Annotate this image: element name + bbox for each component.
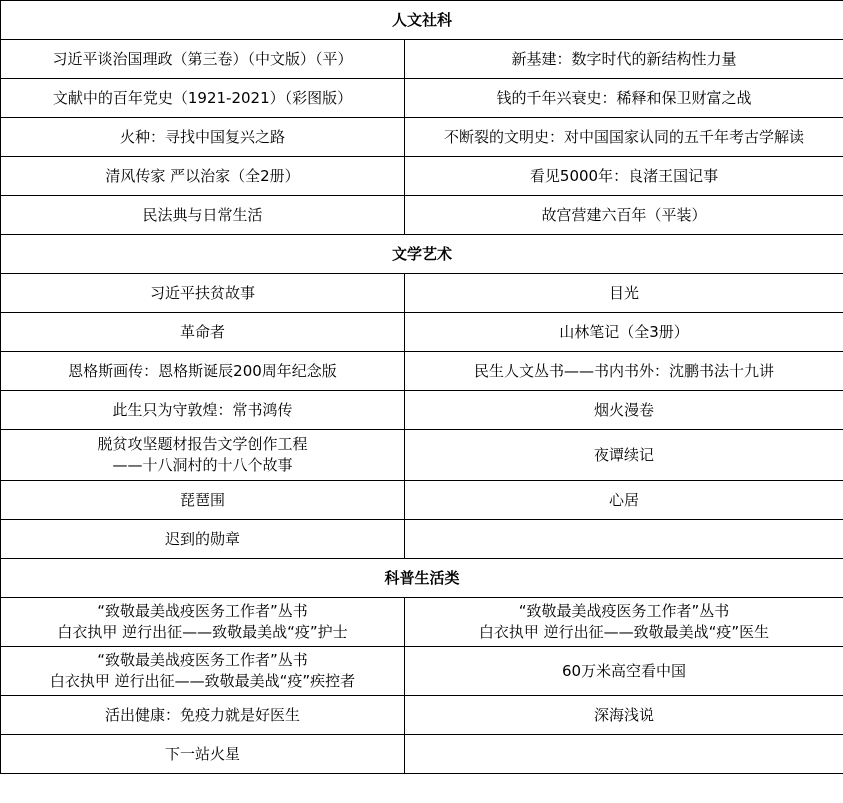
book-title: 活出健康：免疫力就是好医生 (104, 705, 300, 724)
book-title-line-2: 白衣执甲 逆行出征——致敬最美战“疫”医生 (478, 623, 770, 641)
book-title-line-1: 脱贫攻坚题材报告文学创作工程 (97, 435, 308, 453)
book-title-line-1: “致敬最美战疫医务工作者”丛书 (97, 651, 308, 669)
book-cell (1, 598, 405, 647)
book-title: 山林笔记（全3册） (559, 322, 689, 341)
book-title: 此生只为守敦煌：常书鸿传 (112, 400, 293, 419)
book-cell (405, 118, 843, 157)
book-title: 迟到的勋章 (164, 529, 240, 548)
book-title: 深海浅说 (594, 705, 655, 724)
table-row (1, 481, 843, 520)
table-row (1, 430, 843, 481)
table-row (1, 598, 843, 647)
book-title-line-2: 白衣执甲 逆行出征——致敬最美战“疫”护士 (57, 623, 348, 641)
book-title: 琵琶围 (179, 490, 225, 509)
section-header-row (1, 235, 843, 274)
book-title: 民生人文丛书——书内书外：沈鹏书法十九讲 (474, 361, 775, 380)
book-cell (1, 79, 405, 118)
table-row (1, 352, 843, 391)
table-row (1, 520, 843, 559)
empty-cell (405, 735, 843, 774)
book-title-line-2: ——十八洞村的十八个故事 (112, 456, 293, 474)
book-title: 习近平谈治国理政（第三卷）（中文版）（平） (52, 49, 353, 68)
book-cell (405, 647, 843, 696)
section-title: 文学艺术 (1, 235, 843, 274)
table-row (1, 696, 843, 735)
book-cell (1, 481, 405, 520)
book-cell (405, 313, 843, 352)
section-title: 科普生活类 (1, 559, 843, 598)
book-cell (1, 696, 405, 735)
book-cell (405, 274, 843, 313)
book-title: 钱的千年兴衰史：稀释和保卫财富之战 (496, 88, 752, 107)
book-cell (405, 40, 843, 79)
book-cell (405, 481, 843, 520)
book-cell (1, 735, 405, 774)
book-title: 烟火漫卷 (594, 400, 655, 419)
book-cell (405, 157, 843, 196)
book-title: 60万米高空看中国 (561, 661, 687, 680)
book-title: 心居 (609, 490, 640, 509)
book-cell (1, 430, 405, 481)
book-title-line-2: 白衣执甲 逆行出征——致敬最美战“疫”疾控者 (49, 672, 356, 690)
section-header-row (1, 559, 843, 598)
book-cell (1, 118, 405, 157)
book-title: 目光 (609, 283, 640, 302)
book-cell (1, 274, 405, 313)
book-cell (405, 430, 843, 481)
book-cell (405, 391, 843, 430)
book-title: 习近平扶贫故事 (149, 283, 255, 302)
book-title: 夜谭续记 (594, 445, 655, 464)
table-row (1, 79, 843, 118)
book-title: 故宫营建六百年（平装） (541, 205, 707, 224)
book-cell (405, 696, 843, 735)
book-title-line-1: “致敬最美战疫医务工作者”丛书 (97, 602, 308, 620)
book-title: 不断裂的文明史：对中国国家认同的五千年考古学解读 (444, 127, 805, 146)
book-cell (405, 598, 843, 647)
book-cell (1, 157, 405, 196)
book-title: 下一站火星 (164, 744, 240, 763)
table-row (1, 391, 843, 430)
table-row (1, 647, 843, 696)
book-title: 新基建：数字时代的新结构性力量 (511, 49, 737, 68)
book-title: 文献中的百年党史（1921-2021）（彩图版） (52, 88, 353, 107)
book-title: 清风传家 严以治家（全2册） (105, 166, 300, 185)
book-title: 恩格斯画传：恩格斯诞辰200周年纪念版 (68, 361, 337, 380)
book-title-line-1: “致敬最美战疫医务工作者”丛书 (518, 602, 730, 620)
book-cell (1, 647, 405, 696)
book-cell (1, 313, 405, 352)
table-row (1, 40, 843, 79)
section-header-row (1, 1, 843, 40)
table-row (1, 274, 843, 313)
book-cell (1, 391, 405, 430)
book-title: 看见5000年：良渚王国记事 (529, 166, 719, 185)
table-row (1, 735, 843, 774)
book-cell (405, 352, 843, 391)
section-title: 人文社科 (1, 1, 843, 40)
table-row (1, 196, 843, 235)
book-cell (405, 196, 843, 235)
book-title: 民法典与日常生活 (142, 205, 263, 224)
book-title: 火种：寻找中国复兴之路 (119, 127, 285, 146)
empty-cell (405, 520, 843, 559)
book-title: 革命者 (179, 322, 225, 341)
book-cell (1, 352, 405, 391)
table-row (1, 157, 843, 196)
table-row (1, 118, 843, 157)
book-cell (1, 40, 405, 79)
book-cell (1, 196, 405, 235)
table-row (1, 313, 843, 352)
book-cell (405, 79, 843, 118)
book-cell (1, 520, 405, 559)
